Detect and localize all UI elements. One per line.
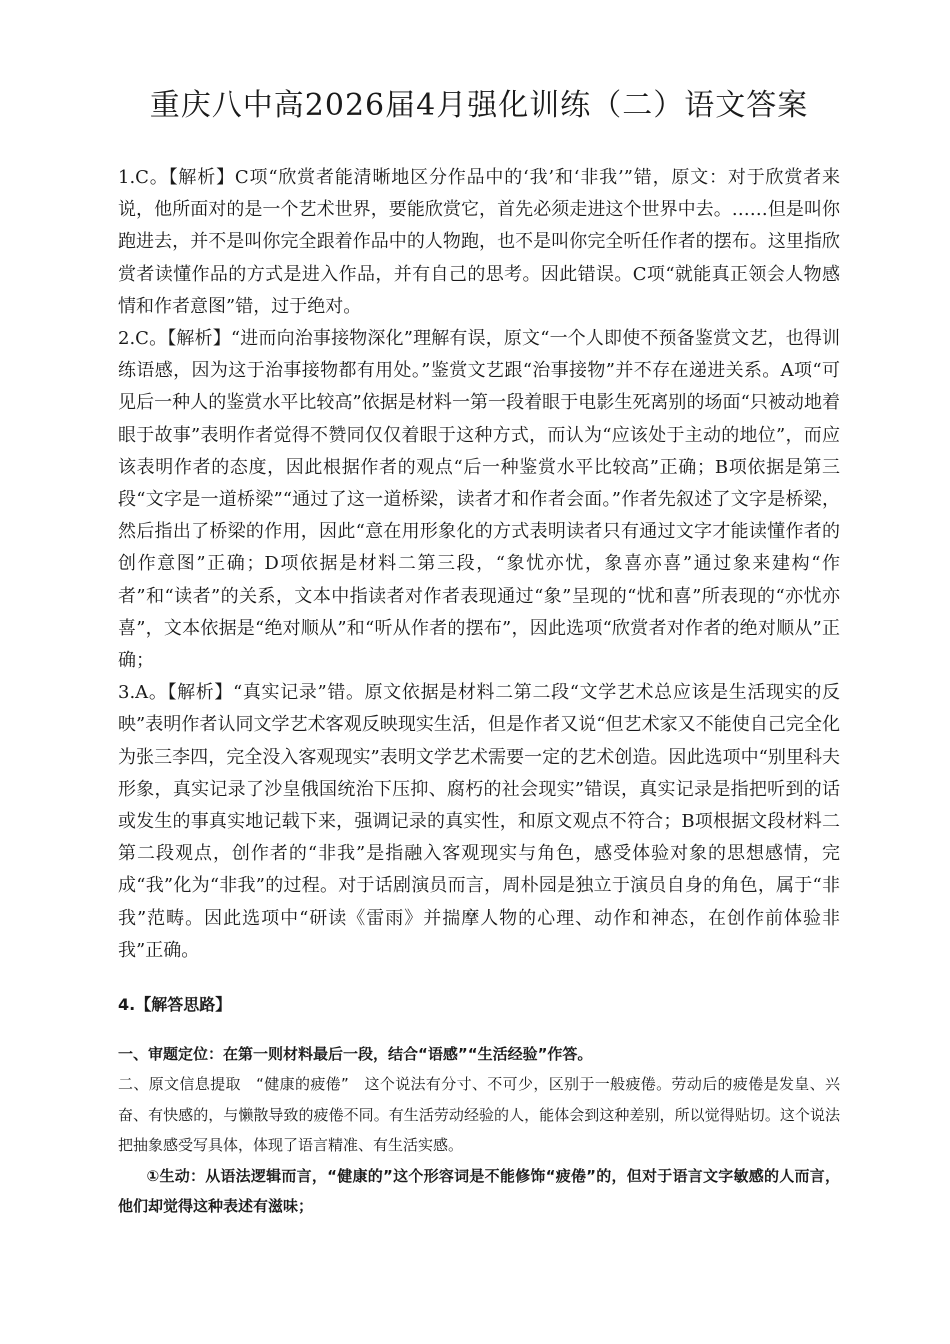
answer-4-step-2: 二、原文信息提取 “健康的疲倦” 这个说法有分寸、不可少，区别于一般疲倦。劳动后的疲倦是发皇、兴奋、有快感的，与懒散导致的疲倦不同。有生活劳动经验的人，能体会到这种差别，所以觉得贴切。这个说法把抽象感受写具体，体现了语言精准、有生活实感。	[118, 1075, 840, 1155]
page-title: 重庆八中高2026届4月强化训练（二）语文答案	[149, 88, 809, 123]
answer-4-point-1: ①生动：从语法逻辑而言，“健康的”这个形容词是不能修饰“疲倦”的，但对于语言文字敏感的人而言，他们却觉得这种表述有滋味；	[118, 1166, 840, 1216]
answer-4-step-1: 一、审题定位：在第一则材料最后一段，结合“语感”“生活经验”作答。	[118, 1045, 593, 1064]
answer-4-heading: 4.【解答思路】	[118, 995, 232, 1015]
answer-3: 3.A。【解析】“真实记录”错。原文依据是材料二第二段“文学艺术总应该是生活现实的反映”表明作者认同文学艺术客观反映现实生活，但是作者又说“但艺术家又不能使自己完全化为张三李四，完全没入客观现实”表明文学艺术需要一定的艺术创造。因此选项中“别里科夫形象，真实记录了沙皇俄国统治下压抑、腐朽的社会现实”错误，真实记录是指把听到的话或发生的事真实地记载下来，强调记录的真实性，和原文观点不符合；B项根据文段材料二第二段观点，创作者的“非我”是指融入客观现实与角色，感受体验对象的思想感情，完成“我”化为“非我”的过程。对于话剧演员而言，周朴园是独立于演员自身的角色，属于“非我”范畴。因此选项中“研读《雷雨》并揣摩人物的心理、动作和神态，在创作前体验非我”正确。	[118, 682, 840, 961]
answer-2: 2.C。【解析】“进而向治事接物深化”理解有误，原文“一个人即使不预备鉴赏文艺，也得训练语感，因为这于治事接物都有用处。”鉴赏文艺跟“治事接物”并不存在递进关系。A项“可见后一种人的鉴赏水平比较高”依据是材料一第一段着眼于电影生死离别的场面“只被动地着眼于故事”表明作者觉得不赞同仅仅着眼于这种方式，而认为“应该处于主动的地位”，而应该表明作者的态度，因此根据作者的观点“后一种鉴赏水平比较高”正确；B项依据是第三段“文字是一道桥梁”“通过了这一道桥梁，读者才和作者会面。”作者先叙述了文字是桥梁，然后指出了桥梁的作用，因此“意在用形象化的方式表明读者只有通过文字才能读懂作者的创作意图”正确；D项依据是材料二第三段，“象忧亦忧，象喜亦喜”通过象来建构“作者”和“读者”的关系，文本中指读者对作者表现通过“象”呈现的“忧和喜”所表现的“亦忧亦喜”，文本依据是“绝对顺从”和“听从作者的摆布”，因此选项“欣赏者对作者的绝对顺从”正确；	[118, 328, 840, 672]
answer-1: 1.C。【解析】C项“欣赏者能清晰地区分作品中的‘我’和‘非我’”错，原文：对于欣赏者来说，他所面对的是一个艺术世界，要能欣赏它，首先必须走进这个世界中去。……但是叫你跑进去，并不是叫你完全跟着作品中的人物跑，也不是叫你完全听任作者的摆布。这里指欣赏者读懂作品的方式是进入作品，并有自己的思考。因此错误。C项“就能真正领会人物感情和作者意图”错，过于绝对。	[118, 167, 840, 317]
